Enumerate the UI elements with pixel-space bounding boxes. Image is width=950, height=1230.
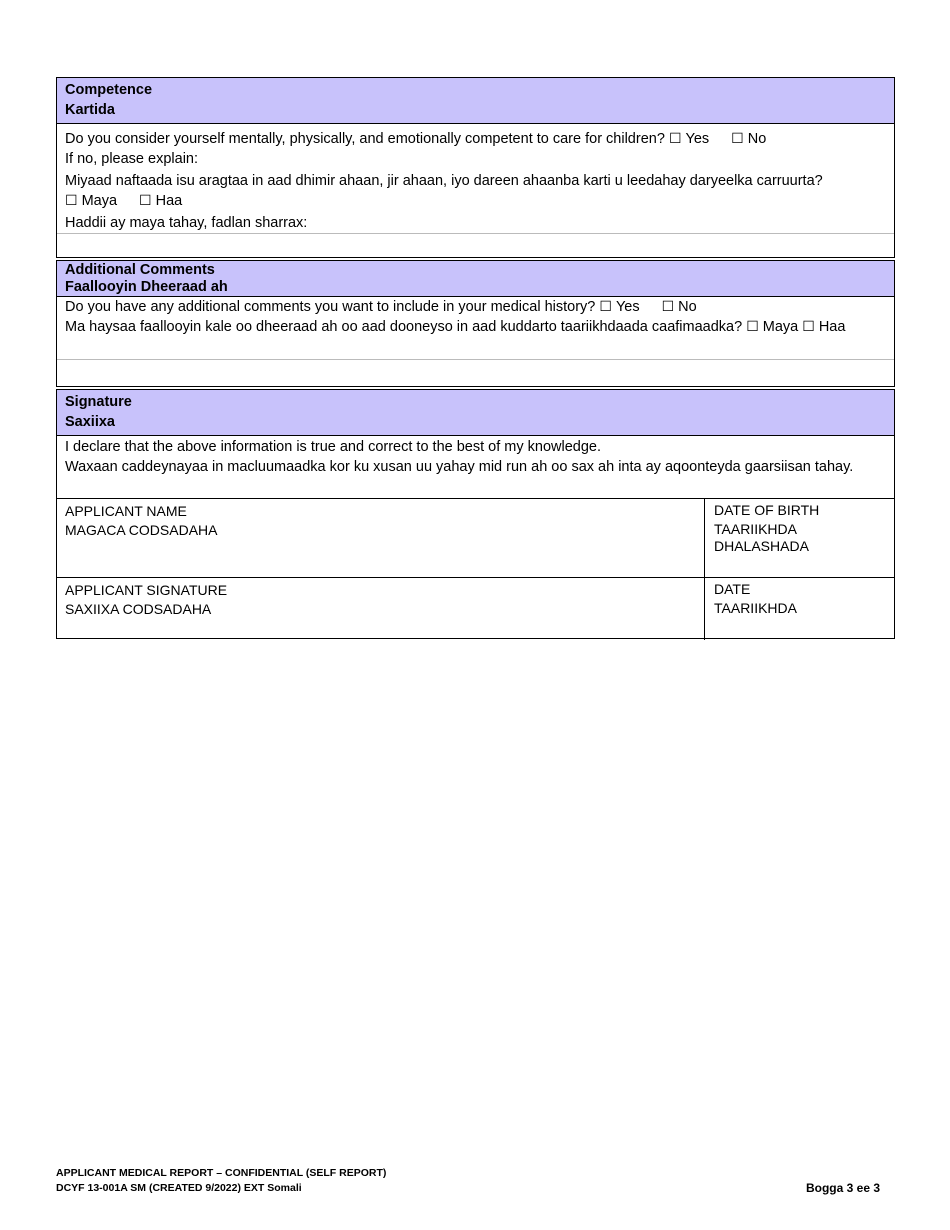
competence-header	[57, 78, 894, 124]
comments-haa-label: Haa	[818, 319, 846, 335]
applicant-signature-field[interactable]	[57, 578, 705, 640]
signature-title-so: Saxiixa	[65, 414, 115, 430]
competence-question-en-text: Do you consider yourself mentally, physically, and emotionally competent to care for children?	[65, 131, 665, 147]
applicant-name-label-en: APPLICANT NAME	[65, 503, 187, 519]
comments-maya-label: Maya	[762, 319, 799, 335]
comments-question-en-text: Do you have any additional comments you want to include in your medical history?	[65, 299, 596, 315]
competence-question-en	[65, 129, 886, 149]
date-field[interactable]	[706, 578, 894, 640]
signature-header	[57, 390, 894, 436]
comments-yes-checkbox[interactable]	[599, 297, 639, 317]
competence-so-options	[65, 191, 886, 211]
checkbox-icon: ☐	[599, 299, 612, 315]
date-label-en: DATE	[714, 581, 751, 597]
comments-question-so-text: Ma haysaa faallooyin kale oo dheeraad ah oo aad dooneyso in aad kuddarto taariikhdaada caafimaadka?	[65, 319, 743, 335]
checkbox-icon: ☐	[802, 319, 815, 335]
comments-no-label: No	[678, 299, 697, 315]
applicant-signature-label-so: SAXIIXA CODSADAHA	[65, 601, 212, 617]
dob-label-en: DATE OF BIRTH	[714, 502, 820, 518]
competence-section	[56, 77, 895, 258]
comments-title-en: Additional Comments	[65, 262, 215, 278]
comments-haa-checkbox[interactable]	[802, 317, 845, 337]
competence-haa-checkbox[interactable]	[139, 191, 182, 211]
checkbox-icon: ☐	[731, 131, 744, 147]
comments-field[interactable]	[57, 359, 894, 388]
checkbox-icon: ☐	[139, 193, 152, 209]
comments-maya-checkbox[interactable]	[746, 317, 798, 337]
signature-title-en: Signature	[65, 394, 132, 410]
signature-date-row	[57, 577, 894, 640]
declare-so: Waxaan caddeynayaa in macluumaadka kor ku xusan uu yahay mid run ah oo sax ah inta ay aqoonteyda gaarsiisan tahay.	[65, 458, 854, 475]
dob-field[interactable]	[706, 499, 894, 578]
checkbox-icon: ☐	[746, 319, 759, 335]
competence-yes-checkbox[interactable]	[669, 129, 709, 149]
checkbox-icon: ☐	[65, 193, 78, 209]
competence-explain-field[interactable]	[57, 233, 894, 260]
comments-title-so: Faallooyin Dheeraad ah	[65, 279, 228, 295]
applicant-name-label-so: MAGACA CODSADAHA	[65, 522, 218, 538]
comments-section	[56, 260, 895, 387]
competence-no-label: No	[747, 131, 767, 147]
comments-question-en	[65, 297, 886, 317]
name-dob-row	[57, 498, 894, 578]
checkbox-icon: ☐	[668, 131, 682, 147]
applicant-signature-label-en: APPLICANT SIGNATURE	[65, 582, 228, 598]
checkbox-icon: ☐	[661, 299, 675, 315]
dob-label-so: TAARIIKHDA DHALASHADA	[714, 521, 809, 554]
competence-yes-label: Yes	[685, 131, 710, 147]
competence-explain-en: If no, please explain:	[65, 151, 199, 167]
competence-title-so: Kartida	[65, 102, 115, 118]
comments-no-checkbox[interactable]	[662, 297, 697, 317]
page-footer	[56, 1166, 386, 1196]
medical-report-form	[56, 77, 895, 639]
comments-header	[57, 261, 894, 297]
declare-en: I declare that the above information is true and correct to the best of my knowledge.	[65, 439, 601, 455]
competence-title-en: Competence	[65, 82, 153, 98]
date-label-so: TAARIIKHDA	[714, 600, 797, 616]
competence-maya-checkbox[interactable]	[65, 191, 117, 211]
comments-yes-label: Yes	[615, 299, 640, 315]
competence-no-checkbox[interactable]	[731, 129, 766, 149]
page-number: Bogga 3 ee 3	[805, 1181, 880, 1195]
competence-explain-so: Haddii ay maya tahay, fadlan sharrax:	[65, 215, 308, 231]
competence-maya-label: Maya	[81, 193, 118, 209]
footer-form-id: DCYF 13-001A SM (CREATED 9/2022) EXT Somali	[56, 1182, 302, 1194]
comments-question-so	[65, 317, 886, 337]
signature-section	[56, 389, 895, 639]
competence-haa-label: Haa	[155, 193, 183, 209]
applicant-name-field[interactable]	[57, 499, 705, 578]
competence-question-so: Miyaad naftaada isu aragtaa in aad dhimir ahaan, jir ahaan, iyo dareen ahaanba karti u leedahay daryeelka carruurta?	[65, 173, 823, 189]
footer-title: APPLICANT MEDICAL REPORT – CONFIDENTIAL (SELF REPORT)	[56, 1167, 387, 1179]
